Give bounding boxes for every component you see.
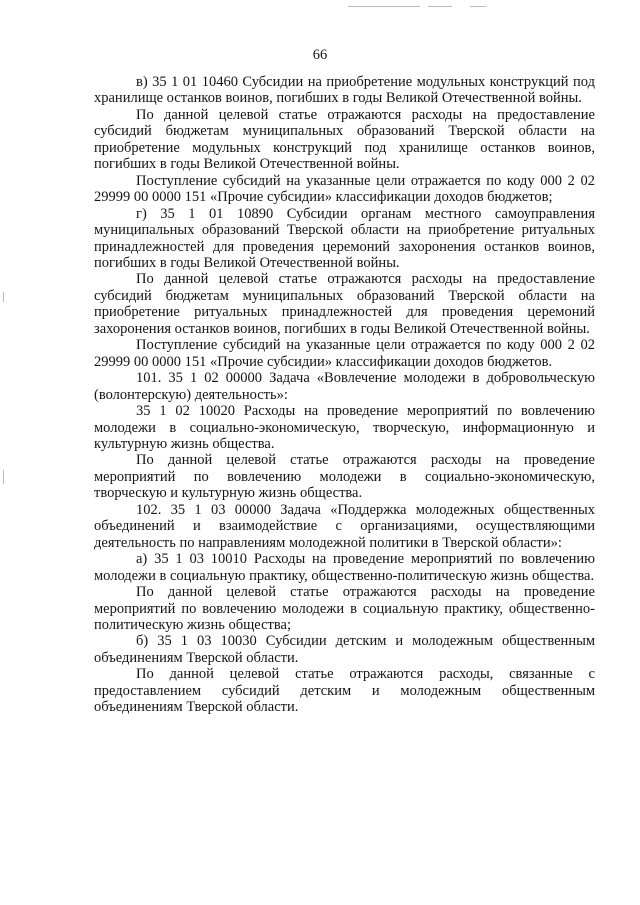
- paragraph: б) 35 1 03 10030 Субсидии детским и молодежным общественным объединениям Тверской области.: [94, 633, 595, 666]
- paragraph: в) 35 1 01 10460 Субсидии на приобретение модульных конструкций под хранилище останков воинов, погибших в годы Великой Отечественной войны.: [94, 74, 595, 107]
- paragraph: Поступление субсидий на указанные цели отражается по коду 000 2 02 29999 00 0000 151 «Прочие субсидии» классификации доходов бюджетов.: [94, 337, 595, 370]
- paragraph: По данной целевой статье отражаются расходы, связанные с предоставлением субсидий детским и молодежным общественным объединениям Тверской области.: [94, 666, 595, 716]
- paragraph: г) 35 1 01 10890 Субсидии органам местного самоуправления муниципальных образований Тверской области на приобретение ритуальных принадлежностей для проведения церемоний захоронения останков воинов, погибших в годы Великой Отечественной войны.: [94, 205, 595, 271]
- page-number: 66: [312, 47, 328, 63]
- paragraph: 35 1 02 10020 Расходы на проведение мероприятий по вовлечению молодежи в социально-экономическую, творческую, информационную и культурную жизнь общества.: [94, 403, 595, 452]
- scan-edge-mark: [470, 6, 486, 7]
- scan-edge-mark: [348, 6, 420, 7]
- document-body: [94, 74, 595, 716]
- scan-edge-mark: [3, 470, 4, 484]
- paragraph: Поступление субсидий на указанные цели отражается по коду 000 2 02 29999 00 0000 151 «Прочие субсидии» классификации доходов бюджетов;: [94, 172, 595, 206]
- paragraph: По данной целевой статье отражаются расходы на проведение мероприятий по вовлечению молодежи в социальную практику, общественно-политическую жизнь общества;: [94, 584, 595, 633]
- paragraph: 102. 35 1 03 00000 Задача «Поддержка молодежных общественных объединений и взаимодействие с организациями, осуществляющими деятельность по направлениям молодежной политики в Тверской области»:: [94, 501, 595, 551]
- scan-edge-mark: [428, 6, 452, 7]
- paragraph: По данной целевой статье отражаются расходы на предоставление субсидий бюджетам муниципальных образований Тверской области на приобретение ритуальных принадлежностей для проведения церемоний захоронения останков воинов, погибших в годы Великой Отечественной войны.: [94, 271, 595, 337]
- paragraph: По данной целевой статье отражаются расходы на предоставление субсидий бюджетам муниципальных образований Тверской области на приобретение модульных конструкций под хранилище останков воинов, погибших в годы Великой Отечественной войны.: [94, 106, 595, 173]
- paragraph: По данной целевой статье отражаются расходы на проведение мероприятий по вовлечению молодежи в социально-экономическую, творческую и культурную жизнь общества.: [94, 452, 595, 502]
- paragraph: 101. 35 1 02 00000 Задача «Вовлечение молодежи в добровольческую (волонтерскую) деятельность»:: [94, 370, 595, 403]
- paragraph: а) 35 1 03 10010 Расходы на проведение мероприятий по вовлечению молодежи в социальную практику, общественно-политическую жизнь общества.: [94, 551, 595, 584]
- scan-edge-mark: [3, 292, 4, 302]
